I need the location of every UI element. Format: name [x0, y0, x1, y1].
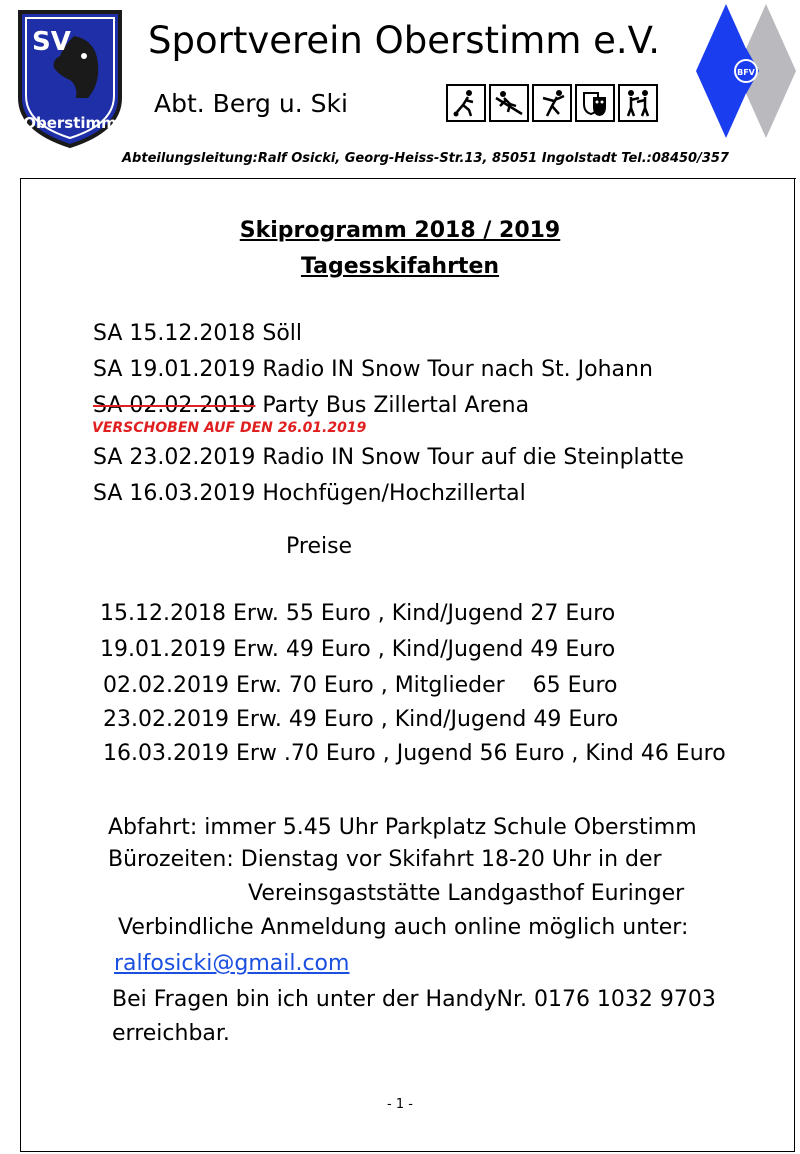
trip-item: SA 16.03.2019 Hochfügen/Hochzillertal [93, 481, 526, 506]
club-logo [14, 6, 126, 150]
gymnastics-icon [532, 84, 572, 122]
trip-item-cancelled [93, 392, 529, 420]
price-row: 15.12.2018 Erw. 55 Euro , Kind/Jugend 27 Euro [100, 601, 616, 626]
struck-date: SA 02.02.2019 [93, 393, 256, 418]
theater-mask-icon [575, 84, 615, 122]
program-subtitle: Tagesskifahrten [300, 254, 500, 279]
shield-icon [14, 6, 126, 150]
office-location: Vereinsgaststätte Landgasthof Euringer [248, 881, 685, 906]
trip-item: SA 15.12.2018 Söll [93, 321, 303, 346]
price-row: 02.02.2019 Erw. 70 Euro , Mitglieder 65 Euro [103, 673, 618, 698]
price-row: 23.02.2019 Erw. 49 Euro , Kind/Jugend 49 Euro [103, 707, 619, 732]
diamond-icon [696, 4, 796, 138]
page-number: - 1 - [387, 1097, 413, 1112]
trip-destination: Party Bus Zillertal Arena [255, 393, 530, 418]
departure-info: Abfahrt: immer 5.45 Uhr Parkplatz Schule Oberstimm [108, 815, 697, 840]
price-row: 19.01.2019 Erw. 49 Euro , Kind/Jugend 49 Euro [100, 637, 616, 662]
registration-info: Verbindliche Anmeldung auch online möglich unter: [118, 915, 689, 940]
trip-item: SA 23.02.2019 Radio IN Snow Tour auf die Steinplatte [93, 445, 684, 470]
postponed-note: VERSCHOBEN AUF DEN 26.01.2019 [92, 420, 367, 436]
department-leader-line: Abteilungsleitung:Ralf Osicki, Georg-Heiss-Str.13, 85051 Ingolstadt Tel.:08450/357 [122, 151, 729, 166]
phone-info: Bei Fragen bin ich unter der HandyNr. 0176 1032 9703 [112, 987, 716, 1012]
badge-text: BFV [737, 68, 755, 77]
trip-item: SA 19.01.2019 Radio IN Snow Tour nach St. Johann [93, 357, 653, 382]
skiing-icon [489, 84, 529, 122]
office-hours: Bürozeiten: Dienstag vor Skifahrt 18-20 Uhr in der [108, 847, 662, 872]
club-name: Sportverein Oberstimm e.V. [148, 19, 660, 62]
logo-sv-text: SV [32, 27, 71, 57]
email-link[interactable]: ralfosicki@gmail.com [114, 951, 350, 976]
price-row: 16.03.2019 Erw .70 Euro , Jugend 56 Euro , Kind 46 Euro [103, 741, 726, 766]
sport-icons-row [446, 84, 658, 122]
bfv-diamond-badge [696, 4, 796, 138]
department-name: Abt. Berg u. Ski [154, 89, 348, 118]
program-title: Skiprogramm 2018 / 2019 [239, 218, 561, 243]
logo-town-text: Oberstimm [23, 114, 117, 132]
reachable-text: erreichbar. [112, 1021, 230, 1046]
soccer-icon [446, 84, 486, 122]
prices-heading: Preise [286, 534, 353, 559]
boxing-icon [618, 84, 658, 122]
